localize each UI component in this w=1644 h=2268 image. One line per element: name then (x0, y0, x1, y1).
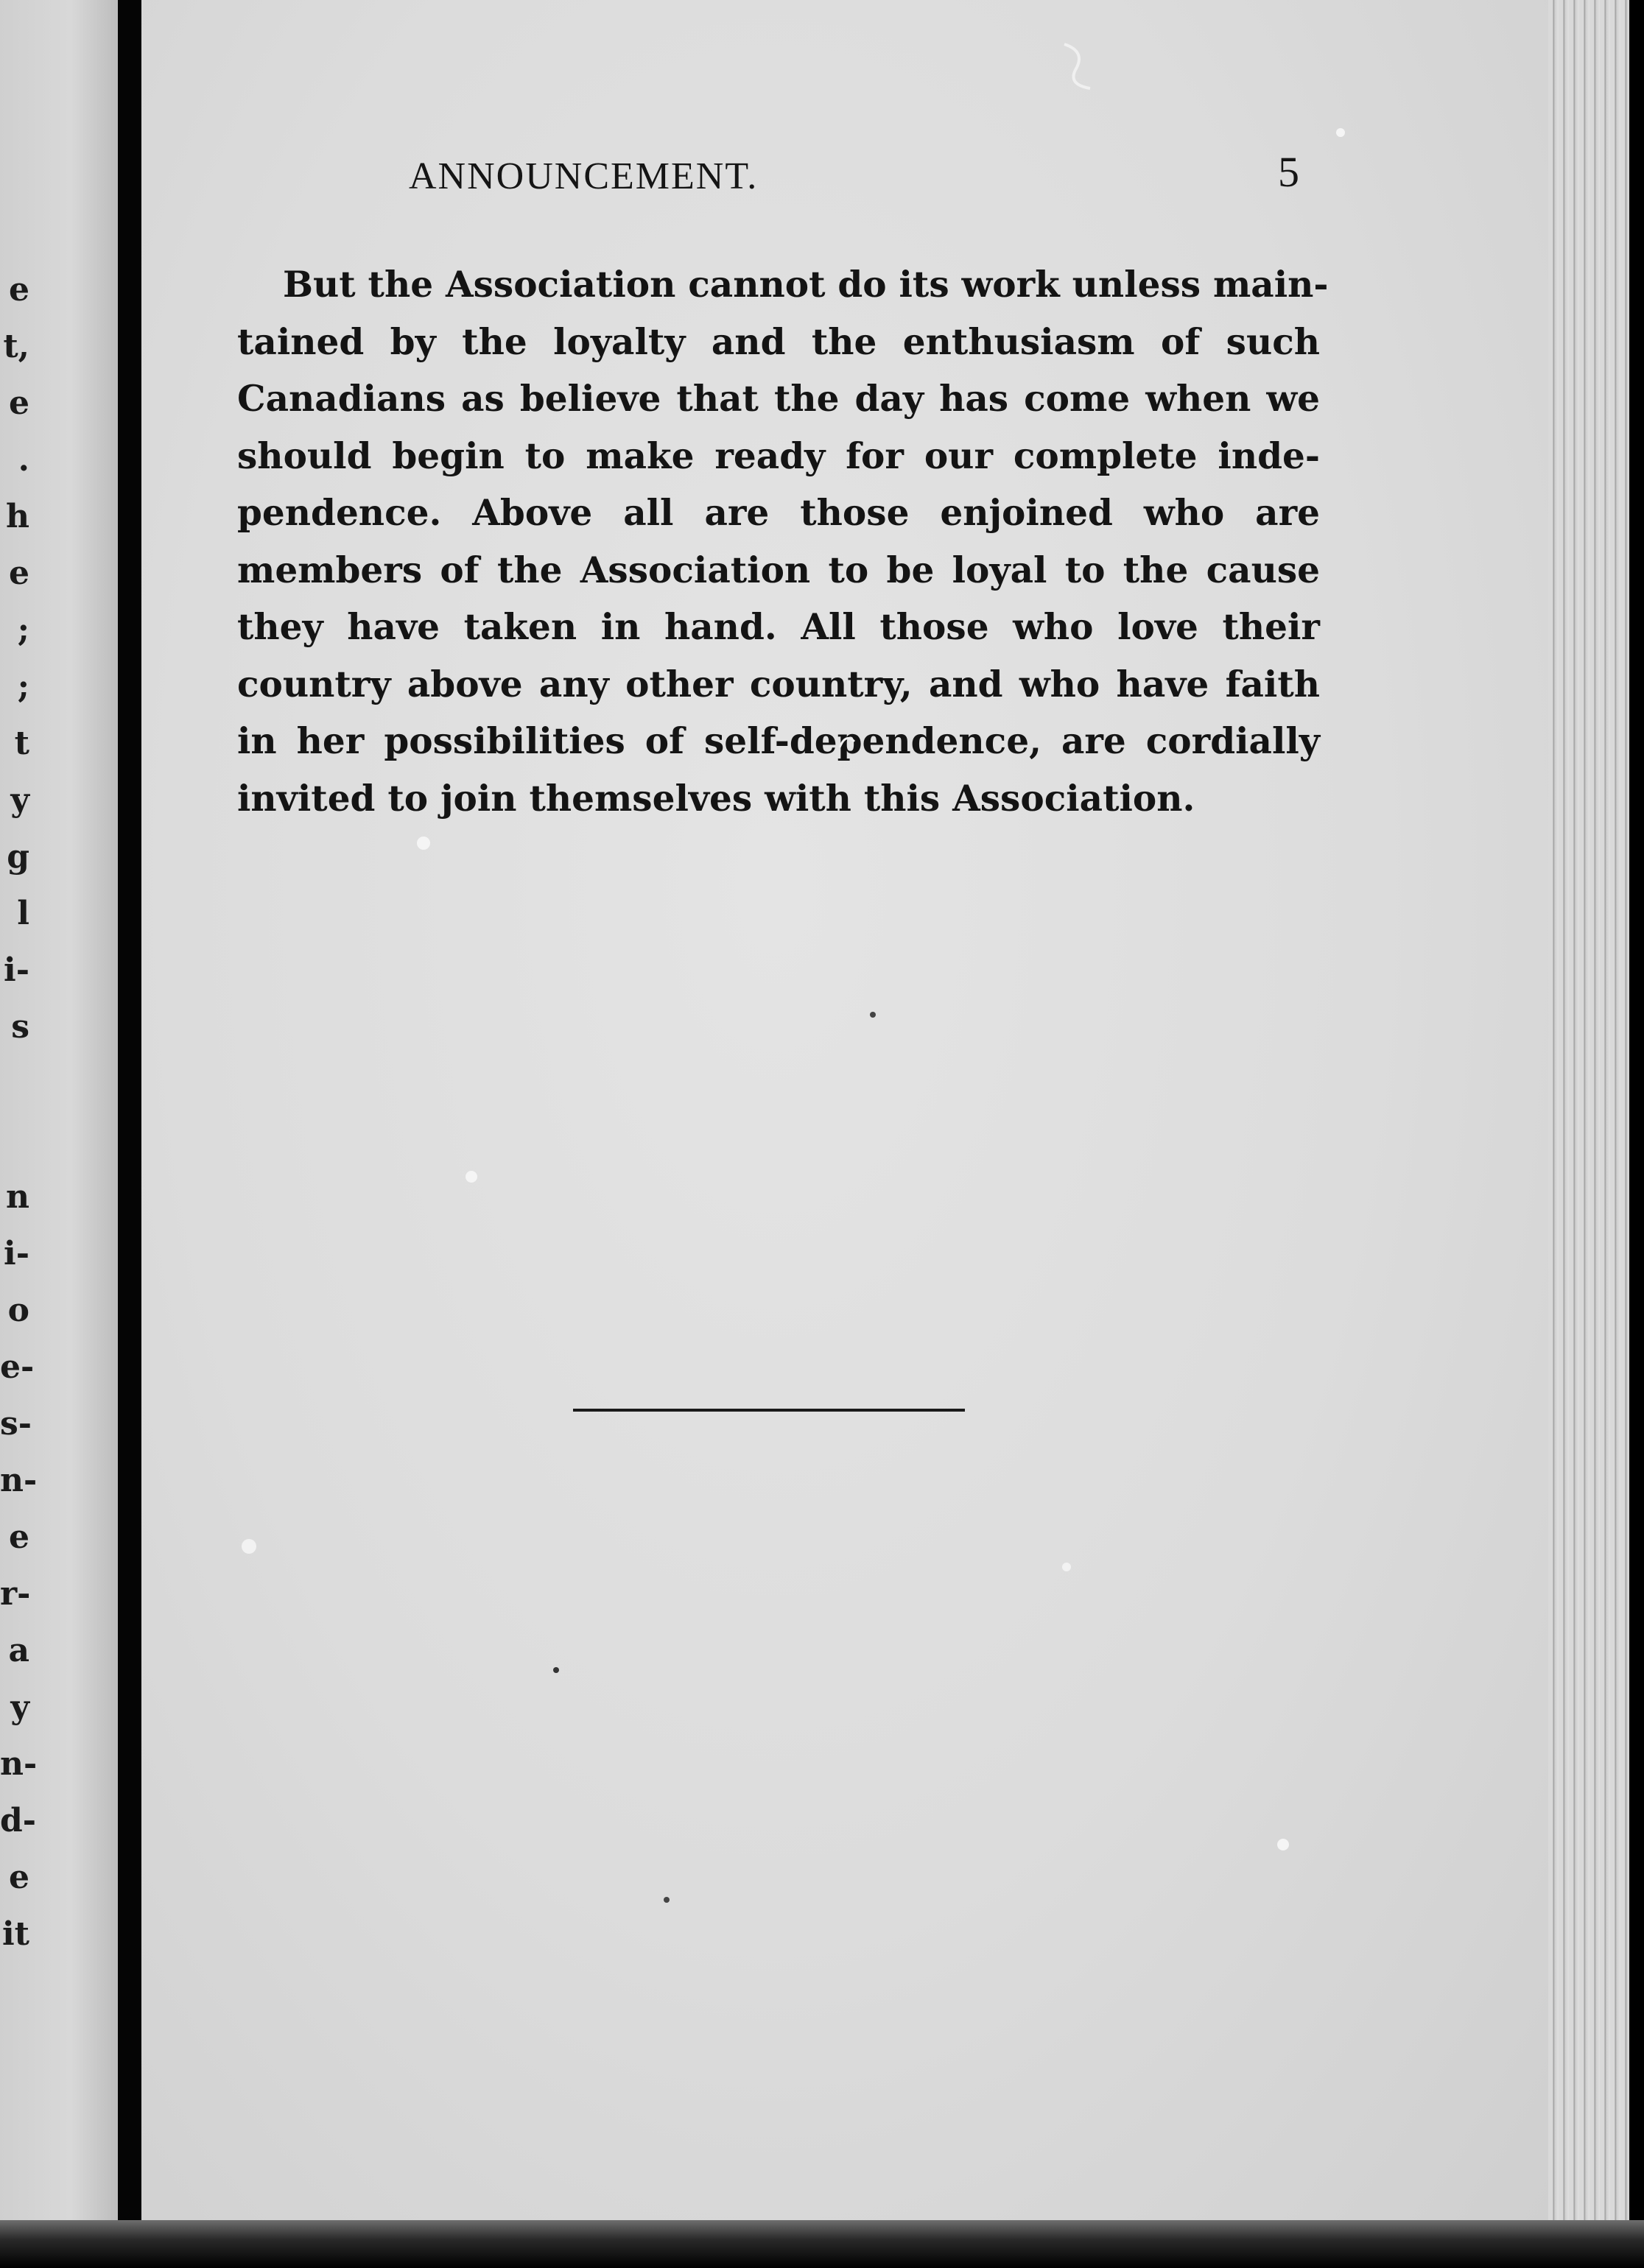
paragraph-line: invited to join themselves with this Association. (237, 777, 1195, 820)
page-edges (1548, 0, 1629, 2239)
previous-page-fragment: ; (17, 668, 29, 705)
paragraph-line: in her possibilities of self-dependence, are cordially (237, 720, 1320, 762)
previous-page-fragment: n- (0, 1745, 38, 1783)
previous-page-text-fragments (0, 261, 38, 1962)
paragraph-line: pendence. Above all are those enjoined who are (237, 492, 1320, 534)
paragraph-line: members of the Association to be loyal to the cause (237, 549, 1320, 591)
previous-page-sliver (0, 0, 118, 2246)
previous-page-fragment: e (9, 384, 29, 422)
previous-page-fragment: t (14, 725, 29, 762)
previous-page-fragment: l (17, 895, 29, 932)
paragraph-line: country above any other country, and who have faith (237, 663, 1320, 705)
previous-page-fragment: n (6, 1178, 29, 1216)
previous-page-fragment: i- (4, 951, 29, 989)
body-paragraph (237, 256, 1329, 827)
paragraph-line: should begin to make ready for our complete inde- (237, 434, 1320, 477)
scan-bottom-edge (0, 2220, 1644, 2268)
previous-page-fragment: e (9, 1859, 29, 1896)
previous-page-fragment: r- (0, 1575, 31, 1613)
previous-page-fragment: s (11, 1008, 29, 1046)
running-head: ANNOUNCEMENT. (409, 155, 759, 197)
previous-page-fragment: y (10, 781, 29, 819)
previous-page-fragment: e (9, 1518, 29, 1556)
page-number: 5 (1278, 148, 1299, 196)
previous-page-fragment: y (10, 1688, 29, 1726)
paragraph-line: they have taken in hand. All those who love their (237, 606, 1320, 648)
previous-page-fragment: h (6, 498, 29, 535)
previous-page-fragment: ; (17, 611, 29, 649)
previous-page-fragment: d- (0, 1802, 37, 1839)
previous-page-fragment: n- (0, 1462, 38, 1499)
previous-page-fragment: e- (0, 1348, 35, 1386)
paragraph-line: But the Association cannot do its work unless main- (283, 264, 1329, 306)
paragraph-line: Canadians as believe that the day has come when we (237, 378, 1320, 420)
paragraph-line: tained by the loyalty and the enthusiasm of such (237, 320, 1320, 363)
previous-page-fragment: e (9, 271, 29, 309)
previous-page-fragment: s- (0, 1405, 32, 1443)
book-gutter (118, 0, 141, 2246)
previous-page-fragment (0, 1055, 29, 1169)
previous-page-fragment: e (9, 554, 29, 592)
previous-page-fragment: g (7, 838, 29, 876)
previous-page-fragment: o (7, 1292, 29, 1329)
previous-page-fragment: it (1, 1915, 29, 1953)
previous-page-fragment: t, (3, 328, 29, 365)
previous-page-fragment: i- (4, 1235, 29, 1272)
section-divider-rule (573, 1409, 965, 1412)
previous-page-fragment: a (8, 1632, 29, 1669)
previous-page-fragment: . (18, 441, 29, 479)
